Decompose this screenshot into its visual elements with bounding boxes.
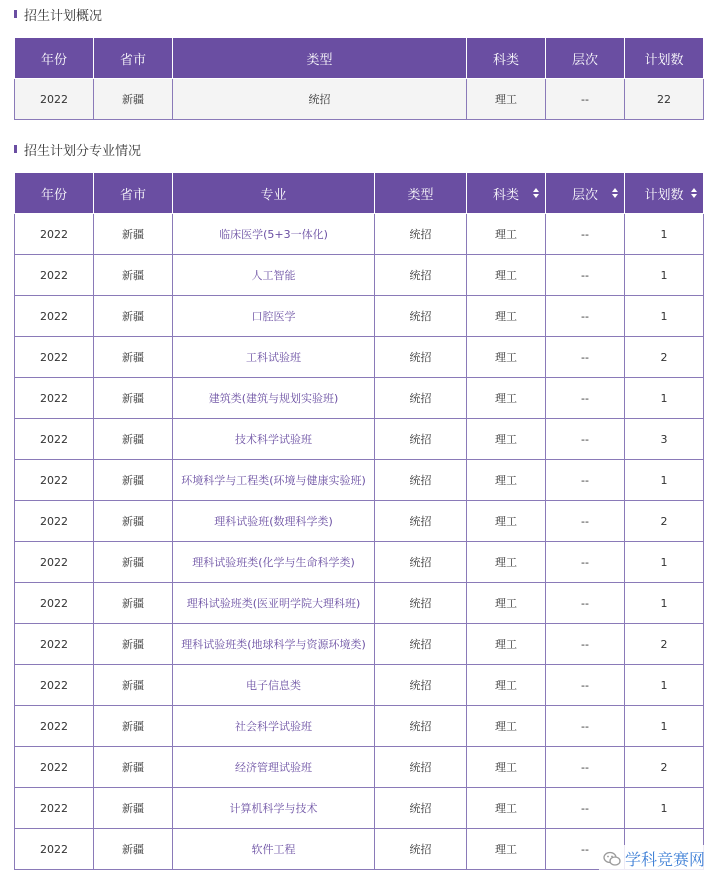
cell-plan-count: 1 [625,255,704,296]
cell-major[interactable]: 人工智能 [173,255,375,296]
cell-major[interactable]: 经济管理试验班 [173,747,375,788]
table-row [15,337,704,378]
cell-category: 理工 [467,296,546,337]
header-province: 省市 [94,173,173,214]
cell-year: 2022 [15,501,94,542]
cell-major[interactable]: 临床医学(5+3一体化) [173,214,375,255]
table-row [15,79,704,120]
table-row [15,665,704,706]
cell-province: 新疆 [94,706,173,747]
cell-category: 理工 [467,829,546,870]
cell-plan-count: 1 [625,378,704,419]
cell-year: 2022 [15,296,94,337]
cell-plan-count: 1 [625,214,704,255]
header-type: 类型 [375,173,467,214]
cell-level: -- [546,542,625,583]
cell-year: 2022 [15,255,94,296]
cell-level: -- [546,419,625,460]
cell-plan-count: 1 [625,665,704,706]
table-row [15,747,704,788]
header-category: 科类 [492,187,519,203]
cell-year: 2022 [15,583,94,624]
cell-level: -- [546,665,625,706]
cell-type: 统招 [375,788,467,829]
table-row [15,542,704,583]
cell-type: 统招 [375,747,467,788]
table-row [15,706,704,747]
sort-icon[interactable] [691,188,697,198]
cell-type: 统招 [375,665,467,706]
cell-category: 理工 [467,706,546,747]
table-row [15,296,704,337]
cell-province: 新疆 [94,501,173,542]
cell-level: -- [546,829,625,870]
cell-level: -- [546,624,625,665]
overview-section-title [14,4,102,24]
cell-type: 统招 [375,378,467,419]
cell-category: 理工 [467,583,546,624]
majors-header-row [15,173,704,214]
cell-type: 统招 [375,583,467,624]
overview-header-row [15,38,704,79]
cell-plan-count: 2 [625,747,704,788]
cell-type: 统招 [375,419,467,460]
header-category-sortable[interactable] [467,173,546,214]
header-level: 层次 [546,38,625,79]
cell-major[interactable]: 计算机科学与技术 [173,788,375,829]
header-type: 类型 [173,38,467,79]
cell-province: 新疆 [94,419,173,460]
cell-province: 新疆 [94,542,173,583]
cell-province: 新疆 [94,665,173,706]
cell-province: 新疆 [94,214,173,255]
header-province: 省市 [94,38,173,79]
cell-level: -- [546,79,625,120]
overview-title: 招生计划概况 [24,8,103,24]
header-category: 科类 [467,38,546,79]
cell-category: 理工 [467,378,546,419]
cell-level: -- [546,214,625,255]
cell-major[interactable]: 理科试验班类(地球科学与资源环境类) [173,624,375,665]
cell-plan-count: 1 [625,788,704,829]
cell-year: 2022 [15,829,94,870]
cell-category: 理工 [467,79,546,120]
cell-level: -- [546,706,625,747]
cell-year: 2022 [15,337,94,378]
sort-icon[interactable] [612,188,618,198]
cell-level: -- [546,337,625,378]
cell-province: 新疆 [94,337,173,378]
cell-category: 理工 [467,501,546,542]
table-row [15,378,704,419]
cell-major[interactable]: 口腔医学 [173,296,375,337]
cell-category: 理工 [467,460,546,501]
cell-category: 理工 [467,419,546,460]
cell-year: 2022 [15,460,94,501]
cell-major[interactable]: 技术科学试验班 [173,419,375,460]
cell-province: 新疆 [94,583,173,624]
cell-category: 理工 [467,542,546,583]
majors-title: 招生计划分专业情况 [24,143,142,159]
cell-year: 2022 [15,706,94,747]
table-row [15,583,704,624]
cell-year: 2022 [15,419,94,460]
cell-province: 新疆 [94,296,173,337]
cell-category: 理工 [467,665,546,706]
cell-province: 新疆 [94,460,173,501]
majors-table [14,172,704,870]
cell-type: 统招 [375,624,467,665]
cell-major[interactable]: 环境科学与工程类(环境与健康实验班) [173,460,375,501]
table-row [15,501,704,542]
cell-major[interactable]: 软件工程 [173,829,375,870]
table-row [15,624,704,665]
cell-type: 统招 [375,706,467,747]
header-plan-count: 计划数 [644,187,684,203]
cell-type: 统招 [375,829,467,870]
cell-type: 统招 [173,79,467,120]
cell-year: 2022 [15,378,94,419]
cell-plan-count: 1 [625,583,704,624]
cell-level: -- [546,583,625,624]
cell-province: 新疆 [94,829,173,870]
cell-province: 新疆 [94,79,173,120]
cell-province: 新疆 [94,378,173,419]
cell-plan-count: 1 [625,296,704,337]
header-year: 年份 [15,38,94,79]
cell-level: -- [546,378,625,419]
overview-table [14,37,704,120]
table-row [15,255,704,296]
cell-province: 新疆 [94,624,173,665]
cell-province: 新疆 [94,255,173,296]
cell-plan-count: 1 [625,542,704,583]
cell-level: -- [546,747,625,788]
cell-category: 理工 [467,337,546,378]
cell-province: 新疆 [94,788,173,829]
cell-category: 理工 [467,255,546,296]
table-row [15,214,704,255]
cell-year: 2022 [15,665,94,706]
watermark [599,845,709,872]
cell-type: 统招 [375,460,467,501]
cell-year: 2022 [15,624,94,665]
cell-category: 理工 [467,788,546,829]
header-level-sortable[interactable] [546,173,625,214]
cell-major[interactable]: 社会科学试验班 [173,706,375,747]
cell-level: -- [546,501,625,542]
cell-year: 2022 [15,788,94,829]
cell-major[interactable]: 理科试验班类(化学与生命科学类) [173,542,375,583]
cell-plan-count: 2 [625,624,704,665]
cell-major[interactable]: 电子信息类 [173,665,375,706]
cell-year: 2022 [15,542,94,583]
header-year: 年份 [15,173,94,214]
cell-major[interactable]: 建筑类(建筑与规划实验班) [173,378,375,419]
header-plan-count-sortable[interactable] [625,173,704,214]
cell-category: 理工 [467,214,546,255]
title-bar-marker [14,145,17,153]
cell-plan-count: 22 [625,79,704,120]
wechat-icon [603,851,621,867]
cell-type: 统招 [375,296,467,337]
header-plan-count: 计划数 [625,38,704,79]
cell-year: 2022 [15,747,94,788]
cell-level: -- [546,296,625,337]
cell-year: 2022 [15,79,94,120]
cell-type: 统招 [375,542,467,583]
watermark-text: 学科竞赛网 [624,850,705,869]
cell-type: 统招 [375,214,467,255]
header-level: 层次 [571,187,598,203]
sort-icon[interactable] [533,188,539,198]
cell-plan-count: 2 [625,501,704,542]
cell-major[interactable]: 工科试验班 [173,337,375,378]
cell-major[interactable]: 理科试验班(数理科学类) [173,501,375,542]
cell-type: 统招 [375,501,467,542]
cell-type: 统招 [375,255,467,296]
cell-level: -- [546,460,625,501]
table-row [15,460,704,501]
table-row [15,419,704,460]
cell-plan-count: 2 [625,337,704,378]
title-bar-marker [14,10,17,18]
table-row [15,788,704,829]
header-major: 专业 [173,173,375,214]
majors-section-title [14,139,141,159]
cell-category: 理工 [467,624,546,665]
cell-year: 2022 [15,214,94,255]
cell-major[interactable]: 理科试验班类(医亚明学院大理科班) [173,583,375,624]
cell-plan-count: 1 [625,460,704,501]
cell-category: 理工 [467,747,546,788]
cell-plan-count: 1 [625,706,704,747]
cell-type: 统招 [375,337,467,378]
cell-level: -- [546,255,625,296]
cell-level: -- [546,788,625,829]
cell-province: 新疆 [94,747,173,788]
cell-plan-count: 3 [625,419,704,460]
